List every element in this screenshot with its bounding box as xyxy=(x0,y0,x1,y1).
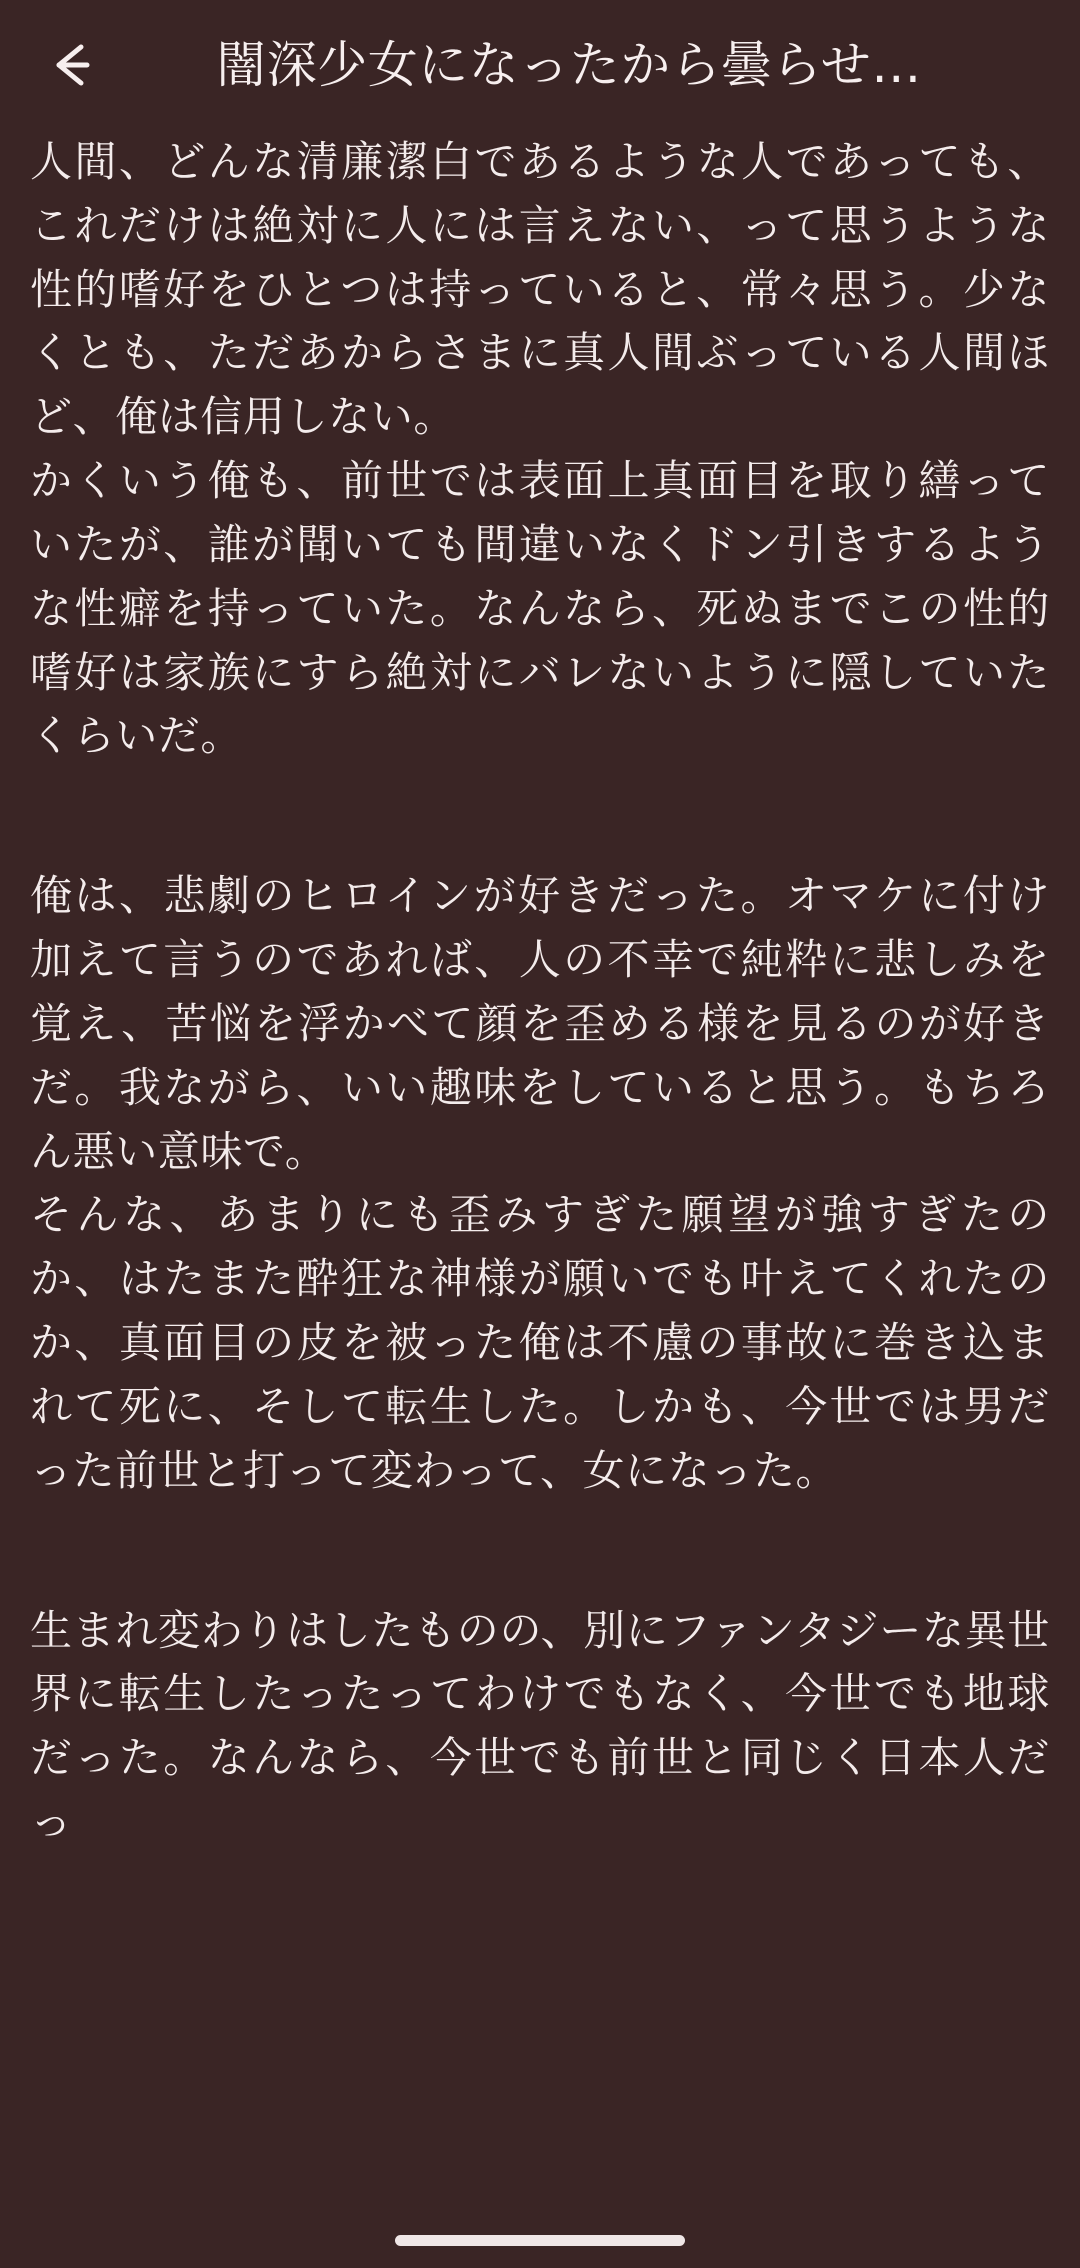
home-indicator[interactable] xyxy=(395,2235,685,2246)
paragraph-spacer xyxy=(30,768,1050,864)
arrow-left-icon xyxy=(43,35,103,95)
paragraph-spacer xyxy=(30,1503,1050,1599)
app-header xyxy=(0,0,1080,130)
paragraph: 生まれ変わりはしたものの、別にファンタジーな異世界に転生したったってわけでもなく、今世でも地球だった。なんなら、今世でも前世と同じく日本人だっ xyxy=(30,1605,1050,1847)
back-button[interactable] xyxy=(34,26,112,104)
paragraph: 俺は、悲劇のヒロインが好きだった。オマケに付け加えて言うのであれば、人の不幸で純粋に悲しみを覚え、苦悩を浮かべて顔を歪める様を見るのが好きだ。我ながら、いい趣味をしていると思う。もちろん悪い意味で。 xyxy=(30,871,1050,1176)
paragraph: 人間、どんな清廉潔白であるような人であっても、これだけは絶対に人には言えない、って思うような性的嗜好をひとつは持っていると、常々思う。少なくとも、ただあからさまに真人間ぶっている人間ほど、俺は信用しない。 xyxy=(30,137,1050,442)
reader-viewport[interactable] xyxy=(0,130,1080,2190)
paragraph: かくいう俺も、前世では表面上真面目を取り繕っていたが、誰が聞いても間違いなくドン引きするような性癖を持っていた。なんなら、死ぬまでこの性的嗜好は家族にすら絶対にバレないように隠していたくらいだ。 xyxy=(30,456,1050,761)
paragraph: そんな、あまりにも歪みすぎた願望が強すぎたのか、はたまた酔狂な神様が願いでも叶えてくれたのか、真面目の皮を被った俺は不慮の事故に巻き込まれて死に、そして転生した。しかも、今世では男だった前世と打って変わって、女になった。 xyxy=(30,1190,1050,1495)
novel-body xyxy=(0,130,1080,1854)
page-title: 闇深少女になったから曇らせ… xyxy=(216,37,922,93)
